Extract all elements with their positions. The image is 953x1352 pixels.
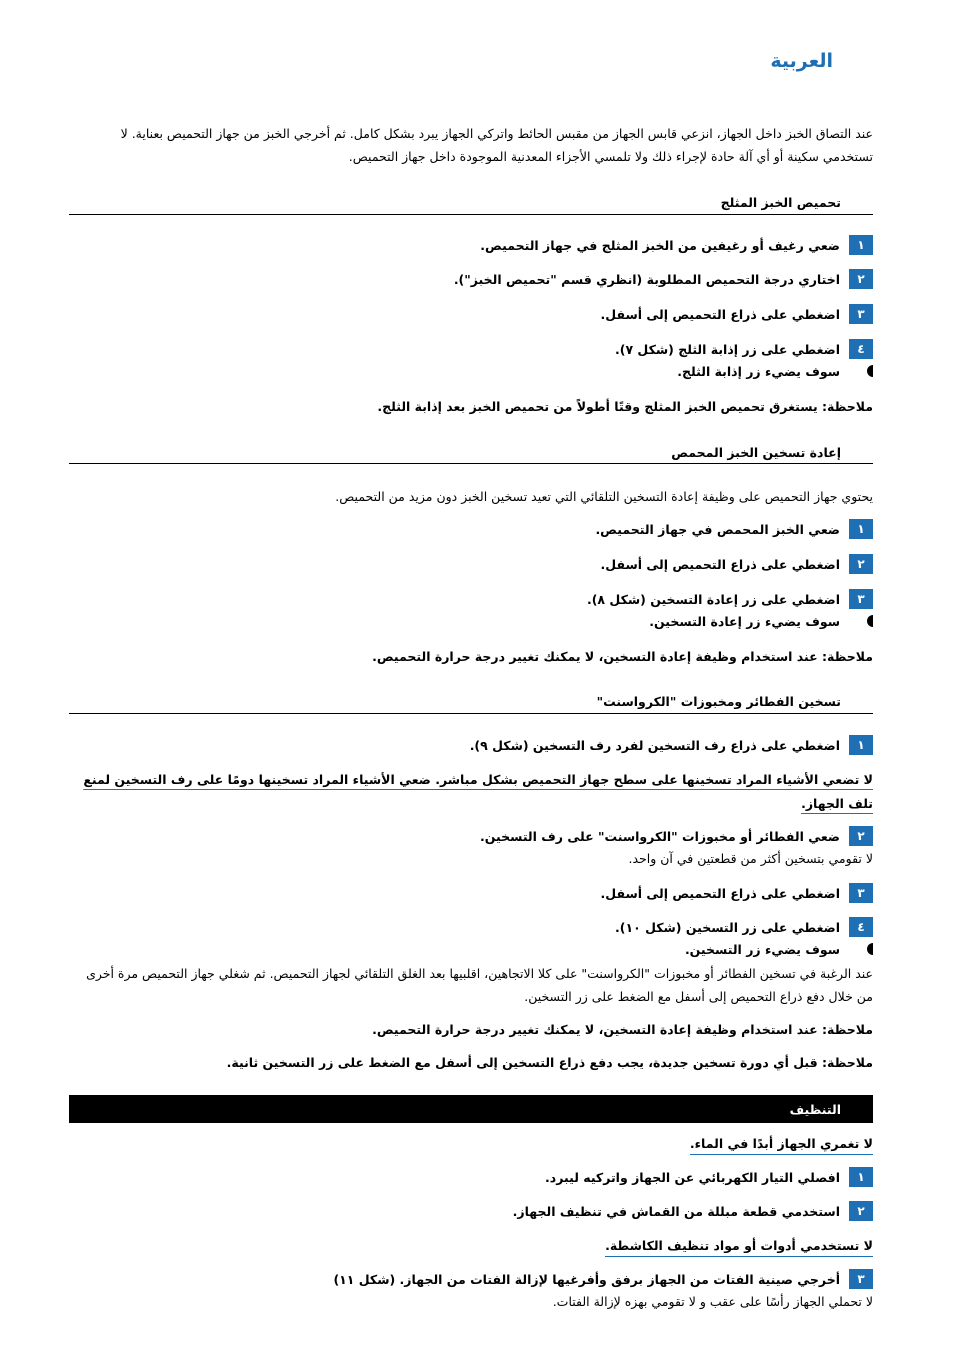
note-text: ملاحظة: يستغرق تحميص الخبز المثلج وقتًا أطولاً من تحميص الخبز بعد إذابة الثلج. xyxy=(377,399,873,414)
step-number-badge: ١ xyxy=(849,235,873,255)
step-number-badge: ٣ xyxy=(849,304,873,324)
step-number-badge: ٢ xyxy=(849,269,873,289)
step-number-badge: ٣ xyxy=(849,1269,873,1289)
step-item xyxy=(480,234,873,256)
half-circle-bullet-icon xyxy=(861,365,873,377)
step-item xyxy=(615,338,873,360)
warning-text: لا تغمري الجهاز أبدًا في الماء. xyxy=(690,1136,873,1155)
step-text: أخرجي صينية الفتات من الجهاز برفق وأفرغيها لإزالة الفتات من الجهاز. (شكل ١١) xyxy=(333,1271,840,1287)
step-item xyxy=(545,1166,873,1188)
step-item xyxy=(601,882,873,904)
step-item xyxy=(601,553,873,575)
step-number-badge: ٣ xyxy=(849,589,873,609)
step-subtext: لا تقومي بتسخين أكثر من قطعتين في آن واحد. xyxy=(628,851,873,866)
result-bullet xyxy=(685,939,873,959)
step-item xyxy=(480,825,873,847)
half-circle-bullet-icon xyxy=(861,943,873,955)
step-text: ضعي الخبز المحمص في جهاز التحميص. xyxy=(595,521,840,537)
result-bullet xyxy=(649,611,873,631)
step-item xyxy=(587,588,873,610)
step-text: اضغطي على زر إذابة الثلج (شكل ٧). xyxy=(614,341,840,357)
bullet-text: سوف يضيء زر التسخين. xyxy=(684,941,840,957)
warning-text: لا تستخدمي أدوات أو مواد تنظيف الكاشطة. xyxy=(605,1238,873,1257)
step-number-badge: ٤ xyxy=(849,339,873,359)
step-number-badge: ٣ xyxy=(849,883,873,903)
step-item xyxy=(454,268,873,290)
section-divider xyxy=(69,214,873,215)
step-text: اضغطي على ذراع التحميص إلى أسفل. xyxy=(600,556,840,572)
step-item xyxy=(513,1200,873,1222)
step-text: اضغطي على زر التسخين (شكل ١٠). xyxy=(614,919,840,935)
section-title-croissant: تسخين الفطائر ومخبوزات "الكرواسنت" xyxy=(596,694,841,709)
note-text: ملاحظة: قبل أي دورة تسخين جديدة، يجب دفع ذراع التسخين إلى أسفل مع الضغط على زر التسخين ثانية. xyxy=(226,1055,873,1070)
section-divider xyxy=(69,463,873,464)
step-text: اضغطي على ذراع رف التسخين لفرد رف التسخين (شكل ٩). xyxy=(469,737,840,753)
note-text: ملاحظة: عند استخدام وظيفة إعادة التسخين، لا يمكنك تغيير درجة حرارة التحميص. xyxy=(372,649,873,664)
step-text: اختاري درجة التحميص المطلوبة (انظري قسم "تحميص الخبز"). xyxy=(453,271,840,287)
step-number-badge: ٢ xyxy=(849,1201,873,1221)
croissant-paragraph: عند الرغبة في تسخين الفطائر أو مخبوزات "الكرواسنت" على كلا الاتجاهين، اقلبيها بعد الغلق التلقائي لجهاز التحميص. ثم شغلي جهاز التحميص مرة أخرى من خلال دفع ذراع التحميص إلى أسفل مع الضغط على زر التسخين. xyxy=(86,966,873,1004)
step-number-badge: ١ xyxy=(849,735,873,755)
section-title-reheat: إعادة تسخين الخبز المحمص xyxy=(671,445,841,460)
step-subtext: لا تحملي الجهاز رأسًا على عقب و لا تقومي بهزه لإزالة الفتات. xyxy=(552,1294,873,1309)
step-number-badge: ٤ xyxy=(849,917,873,937)
bullet-text: سوف يضيء زر إعادة التسخين. xyxy=(649,613,840,629)
step-number-badge: ٢ xyxy=(849,826,873,846)
step-text: اضغطي على ذراع التحميص إلى أسفل. xyxy=(600,306,840,322)
intro-paragraph: عند التصاق الخبز داخل الجهاز، انزعي قابس الجهاز من مقبس الحائط واتركي الجهاز يبرد بشكل كامل. ثم أخرجي الخبز من جهاز التحميص بعناية. لا تستخدمي سكينة أو أي آلة حادة لإجراء ذلك ولا تلمسي الأجزاء المعدنية الموجودة داخل جهاز التحميص. xyxy=(120,126,873,164)
warning-text xyxy=(73,768,873,816)
step-item xyxy=(333,1268,873,1290)
step-text: افصلي التيار الكهربائي عن الجهاز واتركيه ليبرد. xyxy=(545,1169,840,1185)
step-number-badge: ١ xyxy=(849,519,873,539)
bullet-text: سوف يضيء زر إذابة الثلج. xyxy=(677,363,840,379)
step-text: اضغطي على ذراع التحميص إلى أسفل. xyxy=(600,885,840,901)
step-text: اضغطي على زر إعادة التسخين (شكل ٨). xyxy=(586,591,840,607)
step-item xyxy=(601,303,873,325)
step-number-badge: ٢ xyxy=(849,554,873,574)
language-title: العربية xyxy=(770,50,833,72)
step-text: ضعي الفطائر أو مخبوزات "الكرواسنت" على رف التسخين. xyxy=(480,828,840,844)
half-circle-bullet-icon xyxy=(861,615,873,627)
step-item xyxy=(615,916,873,938)
section-title-frozen: تحميص الخبز المثلج xyxy=(720,195,841,210)
step-text: استخدمي قطعة مبللة من القماش في تنظيف الجهاز. xyxy=(512,1203,840,1219)
result-bullet xyxy=(677,361,873,381)
step-item xyxy=(595,518,873,540)
reheat-intro: يحتوي جهاز التحميص على وظيفة إعادة التسخين التلقائي التي تعيد تسخين الخبز دون مزيد من التحميص. xyxy=(335,489,873,504)
step-number-badge: ١ xyxy=(849,1167,873,1187)
note-text: ملاحظة: عند استخدام وظيفة إعادة التسخين، لا يمكنك تغيير درجة حرارة التحميص. xyxy=(372,1022,873,1037)
step-item xyxy=(470,734,873,756)
section-band xyxy=(69,1095,873,1123)
section-divider xyxy=(69,713,873,714)
step-text: ضعي رغيف أو رغيفين من الخبز المثلج في جهاز التحميص. xyxy=(480,237,840,253)
warning-underlined: لا تضعي الأشياء المراد تسخينها على سطح جهاز التحميص بشكل مباشر. ضعي الأشياء المراد تسخينها دومًا على رف التسخين لمنع تلف الجهاز. xyxy=(83,772,873,811)
section-title-cleaning: التنظيف xyxy=(789,1102,841,1117)
